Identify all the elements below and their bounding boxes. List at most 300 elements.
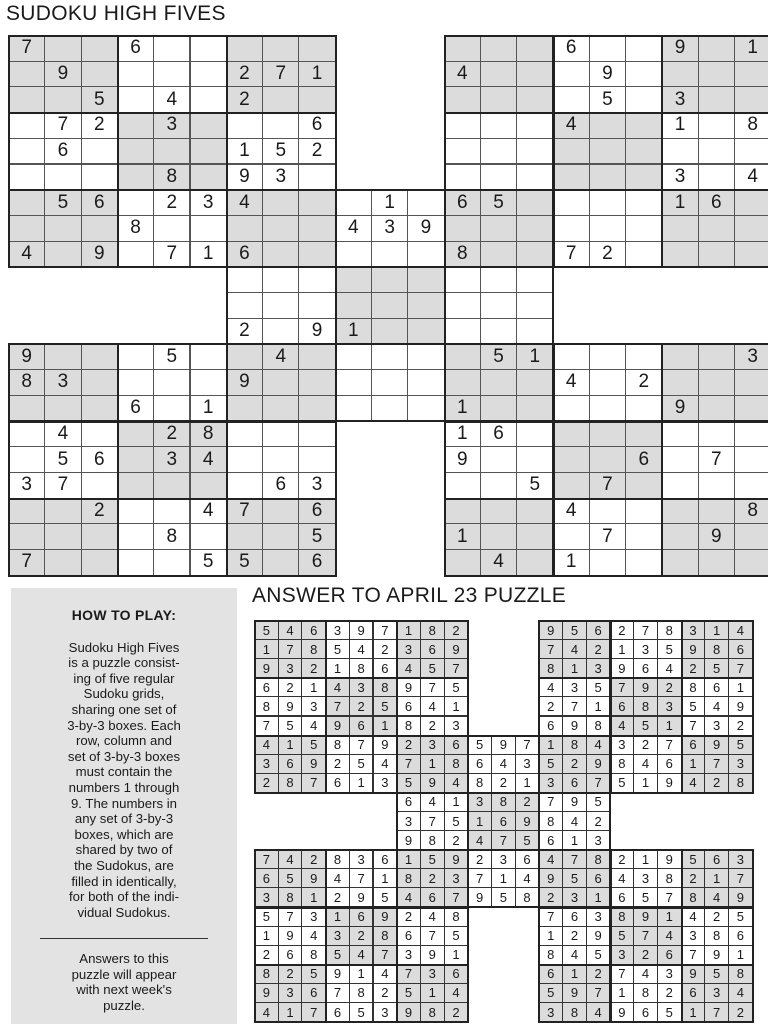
puzzle-cell[interactable]: 1 [190, 241, 227, 268]
puzzle-cell[interactable] [262, 189, 299, 216]
puzzle-cell[interactable] [153, 35, 190, 62]
puzzle-cell[interactable] [371, 343, 408, 370]
puzzle-cell[interactable] [553, 421, 590, 448]
puzzle-cell[interactable]: 5 [190, 549, 227, 576]
puzzle-cell[interactable] [8, 498, 45, 525]
puzzle-cell[interactable] [480, 292, 517, 319]
puzzle-cell[interactable] [553, 523, 590, 550]
puzzle-cell[interactable] [661, 215, 698, 242]
puzzle-cell[interactable]: 7 [553, 241, 590, 268]
puzzle-cell[interactable]: 1 [444, 523, 481, 550]
puzzle-cell[interactable] [190, 86, 227, 113]
puzzle-cell[interactable] [335, 241, 372, 268]
puzzle-cell[interactable]: 8 [734, 112, 768, 139]
puzzle-cell[interactable] [44, 498, 81, 525]
puzzle-cell[interactable] [153, 395, 190, 422]
puzzle-cell[interactable] [480, 241, 517, 268]
puzzle-cell[interactable] [444, 549, 481, 576]
puzzle-cell[interactable] [625, 189, 662, 216]
puzzle-cell[interactable] [698, 164, 735, 191]
puzzle-cell[interactable]: 6 [553, 35, 590, 62]
puzzle-cell[interactable] [698, 549, 735, 576]
puzzle-cell[interactable]: 9 [444, 446, 481, 473]
puzzle-cell[interactable] [371, 395, 408, 422]
puzzle-cell[interactable]: 1 [371, 189, 408, 216]
puzzle-cell[interactable]: 4 [8, 241, 45, 268]
puzzle-cell[interactable]: 1 [516, 343, 553, 370]
puzzle-cell[interactable] [625, 421, 662, 448]
puzzle-cell[interactable] [226, 421, 263, 448]
puzzle-cell[interactable] [553, 446, 590, 473]
puzzle-cell[interactable] [444, 112, 481, 139]
puzzle-cell[interactable] [8, 421, 45, 448]
puzzle-cell[interactable]: 7 [262, 61, 299, 88]
puzzle-cell[interactable] [589, 421, 626, 448]
puzzle-cell[interactable] [226, 35, 263, 62]
puzzle-cell[interactable]: 1 [335, 318, 372, 345]
puzzle-cell[interactable] [262, 215, 299, 242]
puzzle-cell[interactable] [298, 421, 335, 448]
puzzle-cell[interactable] [589, 549, 626, 576]
puzzle-cell[interactable] [589, 138, 626, 165]
puzzle-cell[interactable] [516, 164, 553, 191]
puzzle-cell[interactable]: 5 [480, 343, 517, 370]
puzzle-cell[interactable] [661, 472, 698, 499]
puzzle-cell[interactable] [262, 241, 299, 268]
puzzle-cell[interactable] [117, 61, 154, 88]
puzzle-cell[interactable] [625, 395, 662, 422]
puzzle-cell[interactable] [444, 318, 481, 345]
puzzle-cell[interactable] [553, 164, 590, 191]
puzzle-cell[interactable] [698, 498, 735, 525]
puzzle-cell[interactable] [298, 164, 335, 191]
puzzle-cell[interactable] [734, 86, 768, 113]
puzzle-cell[interactable] [117, 241, 154, 268]
puzzle-cell[interactable]: 7 [226, 498, 263, 525]
puzzle-cell[interactable] [81, 549, 118, 576]
puzzle-cell[interactable] [553, 395, 590, 422]
puzzle-cell[interactable] [480, 35, 517, 62]
puzzle-cell[interactable]: 4 [262, 343, 299, 370]
puzzle-cell[interactable] [8, 395, 45, 422]
puzzle-cell[interactable]: 6 [117, 395, 154, 422]
puzzle-cell[interactable]: 4 [44, 421, 81, 448]
puzzle-cell[interactable] [516, 86, 553, 113]
puzzle-cell[interactable] [407, 189, 444, 216]
puzzle-cell[interactable] [625, 138, 662, 165]
puzzle-cell[interactable] [444, 215, 481, 242]
puzzle-cell[interactable] [661, 549, 698, 576]
puzzle-cell[interactable]: 7 [8, 549, 45, 576]
puzzle-cell[interactable] [480, 472, 517, 499]
puzzle-cell[interactable] [81, 472, 118, 499]
puzzle-cell[interactable] [589, 369, 626, 396]
puzzle-cell[interactable] [480, 369, 517, 396]
puzzle-cell[interactable]: 6 [625, 446, 662, 473]
puzzle-cell[interactable]: 4 [553, 498, 590, 525]
puzzle-cell[interactable] [190, 61, 227, 88]
puzzle-cell[interactable] [262, 266, 299, 293]
puzzle-cell[interactable] [226, 266, 263, 293]
puzzle-cell[interactable]: 4 [553, 112, 590, 139]
puzzle-cell[interactable] [444, 472, 481, 499]
puzzle-cell[interactable] [117, 112, 154, 139]
puzzle-cell[interactable]: 9 [226, 164, 263, 191]
puzzle-cell[interactable] [335, 266, 372, 293]
puzzle-cell[interactable]: 6 [698, 189, 735, 216]
puzzle-cell[interactable] [153, 549, 190, 576]
puzzle-cell[interactable] [190, 215, 227, 242]
puzzle-cell[interactable] [553, 343, 590, 370]
puzzle-cell[interactable] [262, 369, 299, 396]
puzzle-cell[interactable]: 3 [8, 472, 45, 499]
puzzle-cell[interactable]: 6 [226, 241, 263, 268]
puzzle-cell[interactable]: 8 [444, 241, 481, 268]
puzzle-cell[interactable] [589, 215, 626, 242]
puzzle-cell[interactable] [625, 86, 662, 113]
puzzle-cell[interactable]: 1 [661, 189, 698, 216]
puzzle-cell[interactable] [734, 421, 768, 448]
puzzle-cell[interactable] [226, 446, 263, 473]
puzzle-cell[interactable] [444, 292, 481, 319]
puzzle-cell[interactable]: 4 [226, 189, 263, 216]
puzzle-cell[interactable] [335, 343, 372, 370]
puzzle-cell[interactable]: 6 [262, 472, 299, 499]
puzzle-cell[interactable] [44, 523, 81, 550]
puzzle-cell[interactable] [8, 189, 45, 216]
puzzle-cell[interactable]: 9 [661, 395, 698, 422]
puzzle-cell[interactable] [81, 164, 118, 191]
puzzle-cell[interactable] [444, 164, 481, 191]
puzzle-cell[interactable]: 2 [589, 241, 626, 268]
puzzle-cell[interactable] [444, 343, 481, 370]
puzzle-cell[interactable]: 2 [153, 189, 190, 216]
puzzle-cell[interactable]: 9 [81, 241, 118, 268]
puzzle-cell[interactable] [698, 215, 735, 242]
puzzle-cell[interactable] [226, 472, 263, 499]
puzzle-cell[interactable] [516, 549, 553, 576]
puzzle-cell[interactable]: 2 [153, 421, 190, 448]
puzzle-cell[interactable] [190, 164, 227, 191]
puzzle-cell[interactable] [625, 498, 662, 525]
puzzle-cell[interactable]: 6 [298, 549, 335, 576]
puzzle-cell[interactable] [298, 369, 335, 396]
puzzle-cell[interactable]: 1 [190, 395, 227, 422]
puzzle-cell[interactable] [553, 472, 590, 499]
puzzle-cell[interactable] [262, 86, 299, 113]
puzzle-cell[interactable] [734, 472, 768, 499]
puzzle-cell[interactable] [298, 266, 335, 293]
puzzle-cell[interactable]: 6 [444, 189, 481, 216]
puzzle-cell[interactable] [480, 318, 517, 345]
puzzle-cell[interactable] [81, 138, 118, 165]
puzzle-cell[interactable] [226, 215, 263, 242]
puzzle-cell[interactable] [734, 215, 768, 242]
puzzle-cell[interactable]: 7 [698, 446, 735, 473]
puzzle-cell[interactable] [516, 523, 553, 550]
puzzle-cell[interactable]: 5 [226, 549, 263, 576]
puzzle-cell[interactable] [407, 292, 444, 319]
puzzle-cell[interactable] [407, 266, 444, 293]
puzzle-cell[interactable]: 3 [661, 164, 698, 191]
puzzle-cell[interactable] [553, 61, 590, 88]
puzzle-cell[interactable] [480, 61, 517, 88]
puzzle-cell[interactable]: 5 [153, 343, 190, 370]
puzzle-cell[interactable]: 9 [661, 35, 698, 62]
puzzle-cell[interactable] [81, 215, 118, 242]
puzzle-cell[interactable] [190, 369, 227, 396]
puzzle-cell[interactable] [661, 498, 698, 525]
puzzle-cell[interactable] [553, 189, 590, 216]
puzzle-cell[interactable]: 1 [553, 549, 590, 576]
puzzle-cell[interactable]: 2 [81, 112, 118, 139]
puzzle-cell[interactable]: 3 [661, 86, 698, 113]
puzzle-cell[interactable] [589, 446, 626, 473]
puzzle-cell[interactable]: 2 [625, 369, 662, 396]
puzzle-cell[interactable] [117, 189, 154, 216]
puzzle-cell[interactable] [480, 112, 517, 139]
puzzle-cell[interactable] [226, 112, 263, 139]
puzzle-cell[interactable]: 8 [8, 369, 45, 396]
puzzle-cell[interactable] [444, 35, 481, 62]
puzzle-cell[interactable] [553, 86, 590, 113]
puzzle-cell[interactable]: 1 [298, 61, 335, 88]
puzzle-cell[interactable]: 4 [734, 164, 768, 191]
puzzle-cell[interactable]: 5 [480, 189, 517, 216]
puzzle-cell[interactable] [734, 395, 768, 422]
puzzle-cell[interactable] [734, 241, 768, 268]
puzzle-cell[interactable] [226, 523, 263, 550]
puzzle-cell[interactable]: 8 [190, 421, 227, 448]
puzzle-cell[interactable] [480, 395, 517, 422]
puzzle-cell[interactable] [81, 35, 118, 62]
puzzle-cell[interactable] [8, 112, 45, 139]
puzzle-cell[interactable]: 3 [44, 369, 81, 396]
puzzle-cell[interactable] [262, 395, 299, 422]
puzzle-cell[interactable] [298, 395, 335, 422]
puzzle-cell[interactable]: 9 [226, 369, 263, 396]
puzzle-cell[interactable] [480, 164, 517, 191]
puzzle-cell[interactable] [661, 241, 698, 268]
puzzle-cell[interactable] [407, 318, 444, 345]
puzzle-cell[interactable] [444, 369, 481, 396]
puzzle-cell[interactable] [298, 343, 335, 370]
puzzle-cell[interactable] [407, 395, 444, 422]
puzzle-cell[interactable] [589, 395, 626, 422]
puzzle-cell[interactable] [516, 421, 553, 448]
puzzle-cell[interactable] [262, 292, 299, 319]
puzzle-cell[interactable] [589, 35, 626, 62]
puzzle-cell[interactable]: 4 [190, 446, 227, 473]
puzzle-cell[interactable]: 8 [734, 498, 768, 525]
puzzle-cell[interactable] [553, 138, 590, 165]
puzzle-cell[interactable] [661, 61, 698, 88]
puzzle-cell[interactable] [298, 241, 335, 268]
puzzle-cell[interactable] [698, 61, 735, 88]
puzzle-cell[interactable]: 5 [298, 523, 335, 550]
puzzle-cell[interactable] [444, 86, 481, 113]
puzzle-cell[interactable] [589, 498, 626, 525]
puzzle-cell[interactable]: 3 [371, 215, 408, 242]
puzzle-cell[interactable] [117, 549, 154, 576]
puzzle-cell[interactable] [661, 446, 698, 473]
puzzle-cell[interactable] [734, 446, 768, 473]
puzzle-cell[interactable]: 6 [117, 35, 154, 62]
puzzle-cell[interactable] [625, 343, 662, 370]
puzzle-cell[interactable] [553, 215, 590, 242]
puzzle-cell[interactable] [734, 549, 768, 576]
puzzle-cell[interactable] [734, 369, 768, 396]
puzzle-cell[interactable]: 5 [81, 86, 118, 113]
puzzle-cell[interactable] [190, 523, 227, 550]
puzzle-cell[interactable] [81, 343, 118, 370]
puzzle-cell[interactable] [371, 318, 408, 345]
puzzle-cell[interactable] [153, 498, 190, 525]
puzzle-cell[interactable] [516, 292, 553, 319]
puzzle-cell[interactable] [516, 241, 553, 268]
puzzle-cell[interactable] [81, 369, 118, 396]
puzzle-cell[interactable]: 1 [661, 112, 698, 139]
puzzle-cell[interactable] [480, 86, 517, 113]
puzzle-cell[interactable] [153, 472, 190, 499]
puzzle-cell[interactable] [44, 86, 81, 113]
puzzle-cell[interactable]: 6 [480, 421, 517, 448]
puzzle-cell[interactable] [516, 112, 553, 139]
puzzle-cell[interactable]: 1 [226, 138, 263, 165]
puzzle-cell[interactable]: 6 [81, 189, 118, 216]
puzzle-cell[interactable] [734, 61, 768, 88]
puzzle-cell[interactable]: 6 [298, 498, 335, 525]
puzzle-cell[interactable] [81, 395, 118, 422]
puzzle-cell[interactable] [153, 369, 190, 396]
puzzle-cell[interactable] [44, 343, 81, 370]
puzzle-cell[interactable] [81, 421, 118, 448]
puzzle-cell[interactable] [444, 498, 481, 525]
puzzle-cell[interactable]: 6 [44, 138, 81, 165]
puzzle-cell[interactable]: 1 [444, 421, 481, 448]
puzzle-cell[interactable]: 4 [444, 61, 481, 88]
puzzle-cell[interactable]: 9 [44, 61, 81, 88]
puzzle-cell[interactable]: 2 [226, 318, 263, 345]
puzzle-cell[interactable] [661, 138, 698, 165]
puzzle-cell[interactable] [407, 241, 444, 268]
puzzle-cell[interactable] [190, 112, 227, 139]
puzzle-cell[interactable] [81, 61, 118, 88]
puzzle-cell[interactable]: 7 [589, 472, 626, 499]
puzzle-cell[interactable] [298, 189, 335, 216]
puzzle-cell[interactable] [298, 292, 335, 319]
puzzle-cell[interactable] [153, 215, 190, 242]
puzzle-cell[interactable]: 8 [153, 164, 190, 191]
puzzle-cell[interactable]: 9 [698, 523, 735, 550]
puzzle-cell[interactable] [117, 523, 154, 550]
puzzle-cell[interactable] [480, 266, 517, 293]
puzzle-cell[interactable] [298, 215, 335, 242]
puzzle-cell[interactable] [480, 138, 517, 165]
puzzle-cell[interactable] [190, 138, 227, 165]
puzzle-cell[interactable]: 2 [81, 498, 118, 525]
puzzle-cell[interactable]: 7 [44, 112, 81, 139]
puzzle-cell[interactable] [516, 266, 553, 293]
puzzle-cell[interactable]: 8 [153, 523, 190, 550]
puzzle-cell[interactable] [44, 395, 81, 422]
puzzle-cell[interactable] [8, 86, 45, 113]
puzzle-cell[interactable] [516, 138, 553, 165]
puzzle-cell[interactable]: 1 [444, 395, 481, 422]
puzzle-cell[interactable] [262, 112, 299, 139]
puzzle-cell[interactable]: 7 [44, 472, 81, 499]
puzzle-cell[interactable] [44, 164, 81, 191]
puzzle-cell[interactable] [625, 241, 662, 268]
puzzle-cell[interactable] [516, 215, 553, 242]
puzzle-cell[interactable] [698, 138, 735, 165]
puzzle-cell[interactable] [516, 35, 553, 62]
puzzle-cell[interactable] [117, 472, 154, 499]
puzzle-cell[interactable] [262, 446, 299, 473]
puzzle-cell[interactable]: 5 [44, 446, 81, 473]
puzzle-cell[interactable] [698, 35, 735, 62]
puzzle-cell[interactable] [117, 138, 154, 165]
puzzle-cell[interactable]: 8 [117, 215, 154, 242]
puzzle-cell[interactable] [44, 241, 81, 268]
puzzle-cell[interactable] [117, 369, 154, 396]
puzzle-cell[interactable]: 2 [226, 86, 263, 113]
puzzle-cell[interactable]: 4 [480, 549, 517, 576]
puzzle-cell[interactable] [8, 164, 45, 191]
puzzle-cell[interactable] [698, 395, 735, 422]
puzzle-cell[interactable] [8, 446, 45, 473]
puzzle-cell[interactable] [226, 292, 263, 319]
puzzle-cell[interactable] [625, 112, 662, 139]
puzzle-cell[interactable] [734, 189, 768, 216]
puzzle-cell[interactable] [516, 318, 553, 345]
puzzle-cell[interactable] [625, 523, 662, 550]
puzzle-cell[interactable] [625, 35, 662, 62]
puzzle-cell[interactable] [625, 61, 662, 88]
puzzle-cell[interactable] [734, 138, 768, 165]
puzzle-cell[interactable] [444, 266, 481, 293]
puzzle-cell[interactable]: 6 [81, 446, 118, 473]
puzzle-cell[interactable] [262, 549, 299, 576]
puzzle-cell[interactable] [625, 215, 662, 242]
puzzle-cell[interactable] [335, 369, 372, 396]
puzzle-cell[interactable] [407, 343, 444, 370]
puzzle-cell[interactable] [480, 523, 517, 550]
puzzle-cell[interactable] [298, 35, 335, 62]
puzzle-cell[interactable] [480, 446, 517, 473]
puzzle-cell[interactable]: 4 [153, 86, 190, 113]
puzzle-cell[interactable] [371, 292, 408, 319]
puzzle-cell[interactable] [625, 549, 662, 576]
puzzle-cell[interactable] [480, 498, 517, 525]
puzzle-cell[interactable]: 7 [153, 241, 190, 268]
puzzle-cell[interactable]: 9 [8, 343, 45, 370]
puzzle-cell[interactable] [734, 523, 768, 550]
puzzle-cell[interactable] [190, 472, 227, 499]
puzzle-cell[interactable] [661, 523, 698, 550]
puzzle-cell[interactable] [153, 61, 190, 88]
puzzle-cell[interactable]: 2 [226, 61, 263, 88]
puzzle-cell[interactable]: 4 [553, 369, 590, 396]
puzzle-cell[interactable] [516, 395, 553, 422]
puzzle-cell[interactable]: 9 [407, 215, 444, 242]
puzzle-cell[interactable]: 9 [298, 318, 335, 345]
puzzle-cell[interactable] [226, 395, 263, 422]
puzzle-cell[interactable]: 4 [335, 215, 372, 242]
puzzle-cell[interactable] [81, 523, 118, 550]
puzzle-cell[interactable] [371, 241, 408, 268]
puzzle-cell[interactable] [190, 35, 227, 62]
